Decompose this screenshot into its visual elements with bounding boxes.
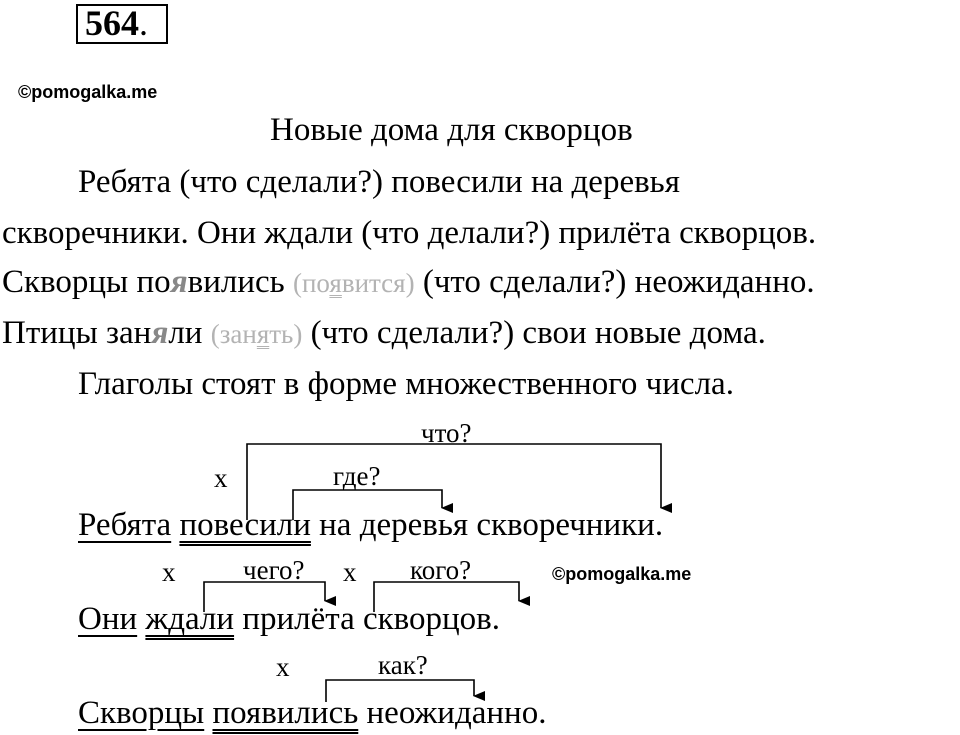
sentence-2: Они ждали прилёта скворцов. [78, 601, 500, 637]
check-word: (появится) [292, 268, 415, 298]
stressed-letter: я [151, 315, 169, 351]
mark-x: х [343, 557, 357, 587]
predicate: повесили [179, 507, 311, 543]
predicate: ждали [145, 601, 235, 637]
question-whose: чего? [243, 555, 305, 585]
question-where: где? [333, 461, 381, 491]
watermark: ©pomogalka.me [18, 82, 158, 102]
text-line-1: Ребята (что сделали?) повесили на деревья [78, 164, 680, 200]
text-title: Новые дома для скворцов [270, 112, 633, 148]
check-word: (занять) [210, 319, 303, 349]
predicate: появились [212, 695, 359, 731]
text-line-5: Глаголы стоят в форме множественного числа. [78, 366, 734, 402]
question-what: что? [421, 418, 472, 448]
stressed-letter: я [170, 264, 188, 300]
mark-x: х [276, 652, 290, 682]
text-line-2: скворечники. Они ждали (что делали?) прилёта скворцов. [2, 215, 817, 251]
sentence-1: Ребята повесили на деревья скворечники. [78, 507, 664, 543]
subject: Скворцы [78, 695, 205, 731]
subject: Ребята [78, 507, 172, 543]
question-whom: кого? [410, 555, 472, 585]
mark-x: х [162, 557, 176, 587]
text-line-3: Скворцы появились (появится) (что сделали?) неожиданно. [2, 264, 815, 300]
text-line-4: Птицы заняли (занять) (что сделали?) свои новые дома. [2, 315, 766, 351]
subject: Они [78, 601, 138, 637]
watermark: ©pomogalka.me [552, 564, 692, 584]
sentence-3: Скворцы появились неожиданно. [78, 695, 547, 731]
exercise-number: 564. [85, 3, 148, 43]
question-how: как? [378, 650, 428, 680]
mark-x: х [214, 463, 228, 493]
